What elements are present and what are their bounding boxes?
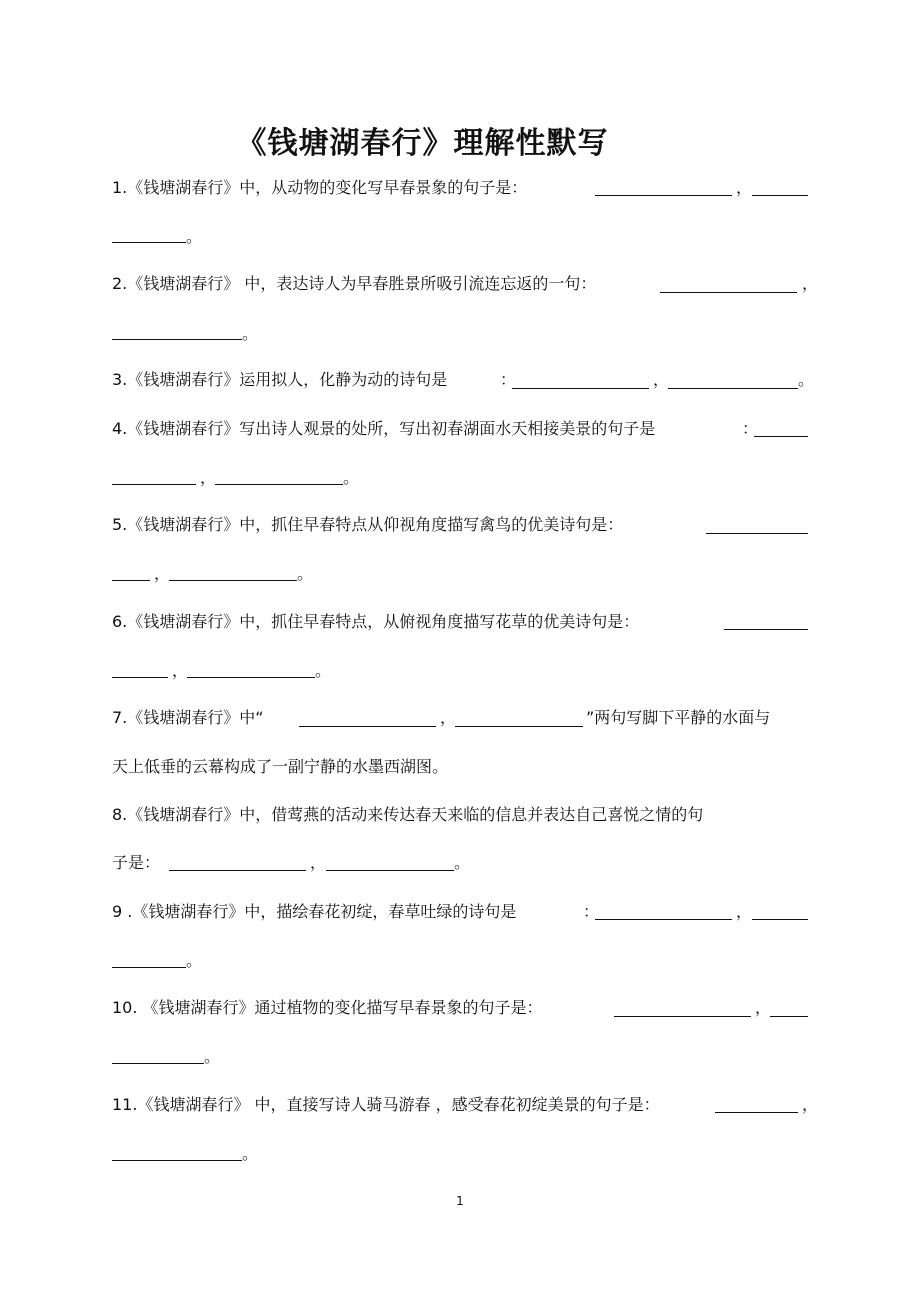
colon: ： [583, 902, 600, 921]
separator: ， [154, 564, 171, 583]
end-mark: 。 [343, 468, 360, 487]
question-10 [112, 997, 543, 1019]
end-mark: 。 [454, 853, 471, 872]
question-3 [112, 369, 447, 391]
answer-blank[interactable] [112, 484, 196, 485]
end-mark: 。 [297, 564, 314, 583]
answer-blank[interactable] [169, 870, 306, 871]
question-1 [112, 177, 527, 199]
question-8 [112, 804, 703, 826]
question-9 [112, 901, 516, 923]
page-number: 1 [456, 1194, 464, 1208]
answer-blank[interactable] [112, 677, 168, 678]
question-text-continued: 子是： [112, 853, 161, 872]
answer-blank[interactable] [455, 726, 583, 727]
colon: ： [500, 370, 517, 389]
question-text-continued: 天上低垂的云幕构成了一副宁静的水墨西湖图。 [112, 757, 449, 776]
question-text: 3.《钱塘湖春行》运用拟人，化静为动的诗句是 [112, 370, 448, 389]
question-11 [112, 1094, 660, 1116]
answer-blank[interactable] [112, 967, 186, 968]
end-mark: 。 [204, 1047, 221, 1066]
separator: ， [802, 1095, 819, 1114]
answer-blank[interactable] [112, 339, 242, 340]
answer-blank[interactable] [660, 292, 797, 293]
answer-blank[interactable] [326, 870, 454, 871]
separator: ， [172, 661, 189, 680]
answer-blank[interactable] [668, 388, 798, 389]
question-text: 6.《钱塘湖春行》中，抓住早春特点，从俯视角度描写花草的优美诗句是： [112, 612, 640, 631]
answer-blank[interactable] [706, 533, 808, 534]
answer-blank[interactable] [595, 195, 732, 196]
question-text: 7.《钱塘湖春行》中“ [112, 708, 264, 727]
separator: ， [440, 708, 457, 727]
question-text: 10. 《钱塘湖春行》通过植物的变化描写早春景象的句子是： [112, 998, 543, 1017]
answer-blank[interactable] [512, 388, 649, 389]
separator: ， [755, 998, 772, 1017]
answer-blank[interactable] [770, 1016, 808, 1017]
answer-blank[interactable] [112, 1063, 204, 1064]
answer-blank[interactable] [187, 677, 315, 678]
question-text: 2.《钱塘湖春行》 中，表达诗人为早春胜景所吸引流连忘返的一句： [112, 274, 597, 293]
answer-blank[interactable] [614, 1016, 751, 1017]
answer-blank[interactable] [752, 919, 808, 920]
answer-blank[interactable] [754, 436, 808, 437]
question-5 [112, 514, 623, 536]
question-text: 11.《钱塘湖春行》 中，直接写诗人骑马游春 ，感受春花初绽美景的句子是： [112, 1095, 660, 1114]
question-6 [112, 611, 639, 633]
separator: ， [802, 274, 819, 293]
answer-blank[interactable] [112, 580, 150, 581]
end-mark: 。 [242, 324, 259, 343]
separator: ， [736, 902, 753, 921]
question-text: ”两句写脚下平静的水面与 [586, 708, 771, 727]
answer-blank[interactable] [724, 629, 808, 630]
answer-blank[interactable] [112, 242, 186, 243]
question-text: 9 .《钱塘湖春行》中，描绘春花初绽，春草吐绿的诗句是 [112, 902, 517, 921]
question-7 [112, 707, 264, 729]
answer-blank[interactable] [715, 1112, 798, 1113]
answer-blank[interactable] [112, 1160, 242, 1161]
end-mark: 。 [186, 951, 203, 970]
question-4 [112, 418, 655, 440]
question-text: 1.《钱塘湖春行》中，从动物的变化写早春景象的句子是： [112, 178, 528, 197]
separator: ， [736, 178, 753, 197]
answer-blank[interactable] [595, 919, 732, 920]
separator: ， [200, 468, 217, 487]
question-text: 5.《钱塘湖春行》中，抓住早春特点从仰视角度描写禽鸟的优美诗句是： [112, 515, 624, 534]
colon: ： [742, 419, 759, 438]
page-title: 《钱塘湖春行》理解性默写 [236, 126, 609, 161]
separator: ， [653, 370, 670, 389]
end-mark: 。 [798, 370, 815, 389]
question-text: 4.《钱塘湖春行》写出诗人观景的处所，写出初春湖面水天相接美景的句子是 [112, 419, 656, 438]
answer-blank[interactable] [169, 580, 297, 581]
end-mark: 。 [315, 661, 332, 680]
answer-blank[interactable] [299, 726, 436, 727]
end-mark: 。 [242, 1144, 259, 1163]
answer-blank[interactable] [215, 484, 343, 485]
question-text: 8.《钱塘湖春行》中，借莺燕的活动来传达春天来临的信息并表达自己喜悦之情的句 [112, 805, 704, 824]
question-2 [112, 273, 596, 295]
separator: ， [310, 853, 327, 872]
end-mark: 。 [186, 227, 203, 246]
answer-blank[interactable] [752, 195, 808, 196]
